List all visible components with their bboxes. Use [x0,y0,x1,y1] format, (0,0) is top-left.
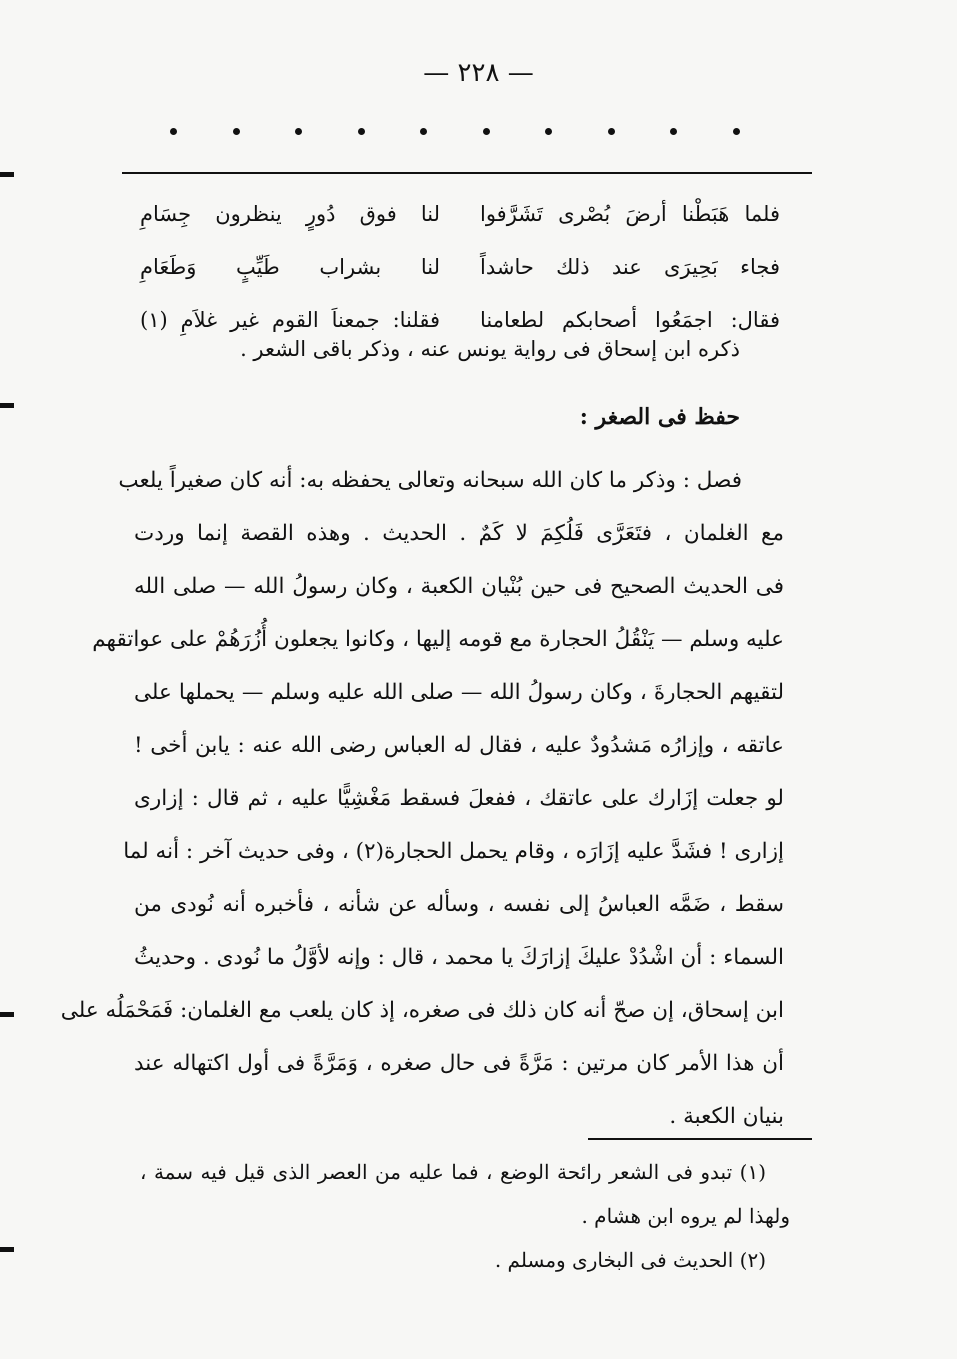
margin-mark [0,1012,14,1017]
poem-line [140,241,780,294]
footnote-line: ولهذا لم يروه ابن هشام . [581,1204,790,1228]
body-line: لتقيهم الحجارةَ ، وكان رسولُ الله — صلى الله عليه وسلم — يحملها على [134,680,784,705]
header-rule [122,172,812,174]
poem-line [140,188,780,241]
margin-mark [0,1247,14,1252]
body-line: إزارى ! فشَدَّ عليه إزَارَه ، وقام يحمل الحجارة(٢) ، وفى حديث آخر : أنه لما [123,839,784,864]
page-number: — ٢٢٨ — [423,58,534,88]
body-line: عاتقه ، وإزارُه مَشدُودٌ عليه ، فقال له العباس رضى الله عنه : يابن أخى ! [134,733,784,758]
ornament-dot [545,128,552,135]
body-line: بنيان الكعبة . [669,1104,784,1129]
ornament-dot [233,128,240,135]
margin-mark [0,403,14,408]
body-line: لو جعلت إزَارك على عاتقك ، ففعلَ فسقط مَغْشِيًّا عليه ، ثم قال : إزارى [134,786,784,811]
footnote-line: (٢) الحديث فى البخارى ومسلم . [494,1248,766,1272]
body-text [60,454,784,1143]
ornament-dot [295,128,302,135]
ornament-dot [733,128,740,135]
poem-hemistich-right: فقال: اجمَعُوا أصحابكم لطعامنا [480,307,780,332]
ornament-dot [358,128,365,135]
body-line: مع الغلمان ، فتَعَرَّى فَلُكِمَ لا كَمٌ . الحديث . وهذه القصة إنما وردت [134,521,784,546]
ornament-dot [483,128,490,135]
ornament-dots [170,128,740,135]
poem-hemistich-right: فلما هَبَطْنا أرضَ بُصْرى تَشَرَّفوا [480,201,780,226]
body-line: السماء : أن اشْدُدْ عليكَ إزارَكَ يا محمد ، قال : وإنه لأوَّلُ ما نُودى . وحديثُ [134,945,784,970]
poem [140,188,780,347]
footnotes [140,1150,790,1282]
ornament-dot [170,128,177,135]
poem-hemistich-left: لنا فوق دُورٍ ينظرون جِسَامِ [140,201,440,226]
ornament-dot [608,128,615,135]
footnote-rule [588,1138,812,1140]
margin-mark [0,172,14,177]
ornament-dot [670,128,677,135]
source-note: ذكره ابن إسحاق فى رواية يونس عنه ، وذكر باقى الشعر . [240,337,740,361]
section-heading: حفظ فى الصغر : [579,404,740,430]
footnote-line: (١) تبدو فى الشعر رائحة الوضع ، فما عليه من العصر الذى قيل فيه سمة ، [140,1160,766,1184]
body-line: ابن إسحاق، إن صحّ أنه كان ذلك فى صغره، إذ كان يلعب مع الغلمان: فَمَحْمَلُه على [60,998,784,1023]
body-line: فصل : وذكر ما كان الله سبحانه وتعالى يحفظه به: أنه كان صغيراً يلعب [118,468,742,493]
poem-hemistich-left: لنا بشراب طَيِّبٍ وَطَعَامِ [140,254,440,279]
body-line: أن هذا الأمر كان مرتين : مَرَّةً فى حال صغره ، وَمَرَّةً فى أول اكتهاله عند [134,1051,784,1076]
body-line: سقط ، ضَمَّه العباسُ إلى نفسه ، وسأله عن شأنه ، فأخبره أنه نُودى من [134,892,784,917]
poem-hemistich-right: فجاء بَحِيرَى عند ذلك حاشداً [480,254,780,279]
body-line: عليه وسلم — يَنْقُلُ الحجارة مع قومه إليها ، وكانوا يجعلون أُزُرَهُمْ على عواتقهم [92,627,784,652]
ornament-dot [420,128,427,135]
body-line: فى الحديث الصحيح فى حين بُنْيان الكعبة ، وكان رسولُ الله — صلى الله [134,574,784,599]
poem-hemistich-left: فقلنا: جمعناَ القوم غير غلاَمِ (١) [140,307,440,332]
